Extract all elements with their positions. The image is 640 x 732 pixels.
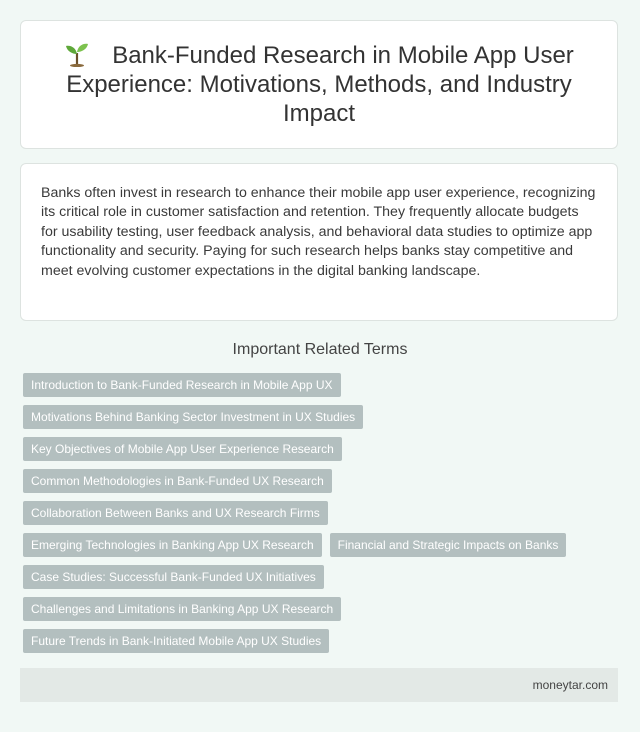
- related-terms-heading: Important Related Terms: [232, 341, 408, 358]
- related-term-tag[interactable]: Financial and Strategic Impacts on Banks: [330, 533, 567, 557]
- related-terms-list: [23, 373, 617, 661]
- footer-site: moneytar.com: [532, 678, 608, 692]
- term-row: [23, 469, 617, 501]
- related-term-tag[interactable]: Key Objectives of Mobile App User Experience Research: [23, 437, 342, 461]
- term-row: [23, 373, 617, 405]
- summary-text: Banks often invest in research to enhance their mobile app user experience, recognizing its critical role in customer satisfaction and retention. They frequently allocate budgets for usability testing, user feedback analysis, and behavioral data studies to optimize app functionality and security. Paying for such research helps banks stay competitive and meet evolving customer expectations in the digital banking landscape.: [41, 185, 596, 279]
- related-term-tag[interactable]: Common Methodologies in Bank-Funded UX Research: [23, 469, 332, 493]
- sprout-icon: [64, 41, 90, 67]
- term-row: [23, 501, 617, 533]
- summary-card: [20, 163, 618, 321]
- related-term-tag[interactable]: Future Trends in Bank-Initiated Mobile App UX Studies: [23, 629, 329, 653]
- term-row: [23, 533, 617, 565]
- page-title-text: Bank-Funded Research in Mobile App User Experience: Motivations, Methods, and Industry Impact: [66, 42, 574, 127]
- page-title: [61, 41, 577, 128]
- title-card: [20, 20, 618, 149]
- footer: [20, 668, 618, 702]
- related-term-tag[interactable]: Challenges and Limitations in Banking App UX Research: [23, 597, 341, 621]
- related-term-tag[interactable]: Emerging Technologies in Banking App UX Research: [23, 533, 322, 557]
- term-row: [23, 565, 617, 597]
- related-term-tag[interactable]: Motivations Behind Banking Sector Investment in UX Studies: [23, 405, 363, 429]
- related-term-tag[interactable]: Introduction to Bank-Funded Research in Mobile App UX: [23, 373, 341, 397]
- term-row: [23, 629, 617, 661]
- term-row: [23, 437, 617, 469]
- term-row: [23, 597, 617, 629]
- term-row: [23, 405, 617, 437]
- related-term-tag[interactable]: Collaboration Between Banks and UX Research Firms: [23, 501, 328, 525]
- related-term-tag[interactable]: Case Studies: Successful Bank-Funded UX Initiatives: [23, 565, 324, 589]
